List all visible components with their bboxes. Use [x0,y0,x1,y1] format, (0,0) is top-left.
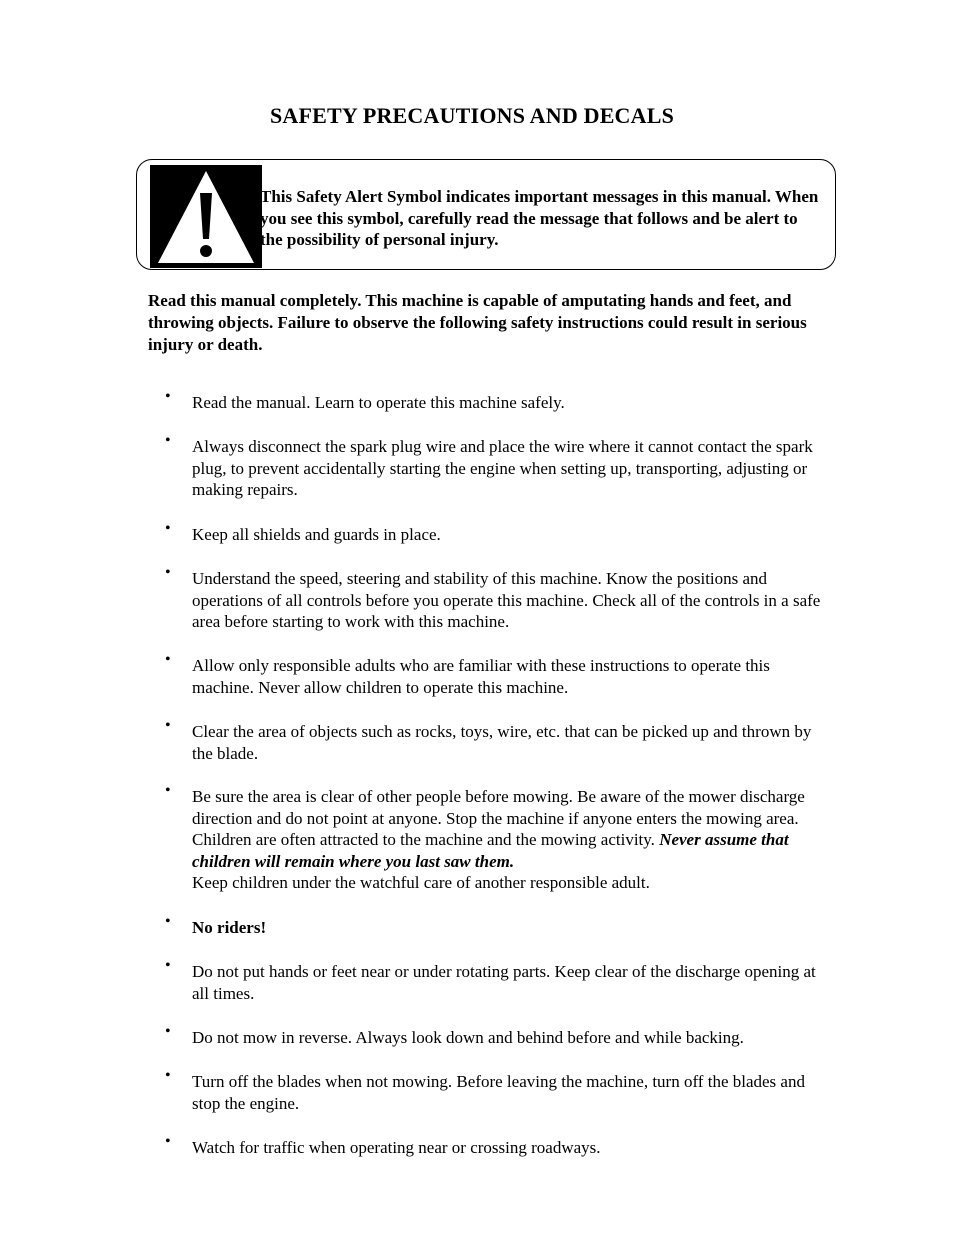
bullet-icon: • [165,913,171,930]
bullet-icon: • [165,1133,171,1150]
bullet-icon: • [165,782,171,799]
emphasis-text: Never assume that children will remain where you last saw them. [192,830,789,871]
bullet-icon: • [165,564,171,581]
page-title: SAFETY PRECAUTIONS AND DECALS [269,103,675,128]
intro-warning: Read this manual completely. This machine is capable of amputating hands and feet, and throwing objects. Failure to observe the following safety instructions could result in serious injury or death. [148,291,807,354]
safety-alert-text: This Safety Alert Symbol indicates important messages in this manual. When you see this symbol, carefully read the message that follows and be alert to the possibility of personal injury. [260,187,819,249]
bullet-icon: • [165,432,171,449]
bullet-icon: • [165,651,171,668]
bullet-icon: • [165,1023,171,1040]
bullet-icon: • [165,717,171,734]
bullet-icon: • [165,957,171,974]
bullet-icon: • [165,388,171,405]
bullet-icon: • [165,520,171,537]
bullet-icon: • [165,1067,171,1084]
warning-triangle-icon [150,165,262,268]
